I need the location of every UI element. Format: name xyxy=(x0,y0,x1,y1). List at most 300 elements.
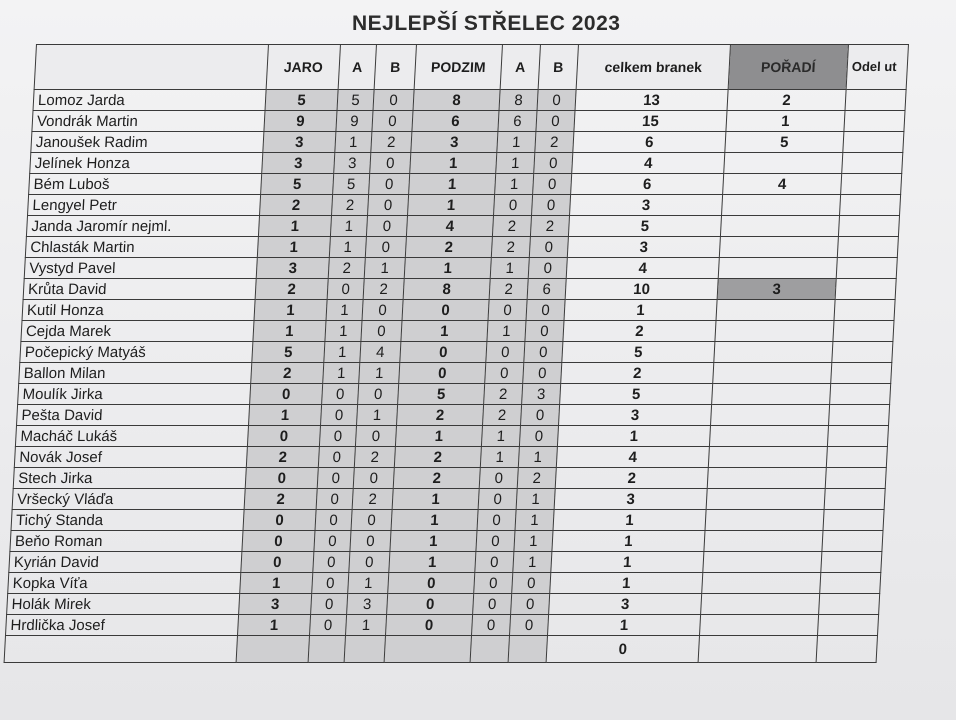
cell-jaro: 2 xyxy=(251,363,324,384)
cell-jaro-a: 2 xyxy=(332,195,369,216)
cell-podzim: 0 xyxy=(387,594,474,615)
cell-podzim: 1 xyxy=(409,174,496,195)
cell-podzim: 1 xyxy=(408,195,495,216)
cell-poradi xyxy=(714,342,833,363)
cell-jaro-a: 0 xyxy=(313,552,350,573)
cell-jaro: 2 xyxy=(246,447,319,468)
cell-poradi xyxy=(701,594,820,615)
cell-jaro-a: 9 xyxy=(336,111,373,132)
cell-celkem: 3 xyxy=(549,594,702,615)
cell-jaro-b: 0 xyxy=(370,153,411,174)
cell-jaro-a: 3 xyxy=(334,153,371,174)
header-podzim: PODZIM xyxy=(414,45,502,90)
table-row xyxy=(18,384,891,405)
cell-jaro: 1 xyxy=(257,237,330,258)
cell-poradi: 3 xyxy=(717,279,836,300)
cell-jaro: 5 xyxy=(265,90,338,111)
table-row xyxy=(12,489,885,510)
cell-odel xyxy=(844,111,905,132)
cell-name: Počepický Matyáš xyxy=(20,342,253,363)
cell-podzim-b: 0 xyxy=(536,111,575,132)
header-odel: Odel ut xyxy=(846,45,908,90)
cell-podzim: 2 xyxy=(394,447,481,468)
cell-odel xyxy=(833,321,894,342)
cell-odel xyxy=(829,405,890,426)
table-row xyxy=(17,405,890,426)
cell-odel xyxy=(834,300,895,321)
header-poradi: POŘADÍ xyxy=(728,45,848,90)
cell-jaro-a: 1 xyxy=(330,216,367,237)
cell-name: Kyrián David xyxy=(9,552,242,573)
cell-name: Macháč Lukáš xyxy=(15,426,248,447)
cell-poradi xyxy=(718,258,837,279)
table-row xyxy=(8,573,881,594)
cell-jaro-a: 1 xyxy=(335,132,372,153)
cell-jaro-a: 1 xyxy=(324,342,361,363)
cell-odel xyxy=(836,258,897,279)
table-row xyxy=(9,552,882,573)
table-row xyxy=(21,321,894,342)
cell-jaro: 3 xyxy=(256,258,329,279)
cell-podzim: 1 xyxy=(389,552,476,573)
cell-odel xyxy=(830,384,891,405)
cell-podzim: 1 xyxy=(392,489,479,510)
cell-podzim: 1 xyxy=(395,426,482,447)
cell-podzim-b: 0 xyxy=(537,90,576,111)
cell-jaro-a: 1 xyxy=(325,321,362,342)
cell-odel xyxy=(843,132,904,153)
cell-podzim-a: 0 xyxy=(474,573,513,594)
cell-podzim-b: 0 xyxy=(528,258,567,279)
cell-jaro-b: 0 xyxy=(366,216,407,237)
cell-podzim-a: 0 xyxy=(476,531,515,552)
cell-jaro-b: 3 xyxy=(347,594,388,615)
cell-name: Moulík Jirka xyxy=(18,384,251,405)
table-row xyxy=(10,531,883,552)
cell-celkem: 2 xyxy=(555,468,708,489)
cell-podzim: 1 xyxy=(391,510,478,531)
cell-celkem: 4 xyxy=(566,258,719,279)
cell-podzim: 0 xyxy=(402,300,489,321)
cell-poradi xyxy=(707,468,826,489)
cell-podzim-b: 0 xyxy=(526,300,565,321)
cell-name: Lomoz Jarda xyxy=(33,90,266,111)
cell-jaro xyxy=(236,636,309,663)
cell-poradi xyxy=(715,321,834,342)
cell-podzim-a: 0 xyxy=(485,363,524,384)
cell-poradi xyxy=(712,384,831,405)
cell-jaro-b: 0 xyxy=(361,321,402,342)
cell-podzim-b: 0 xyxy=(510,615,549,636)
cell-jaro-b: 0 xyxy=(353,468,394,489)
cell-podzim: 1 xyxy=(401,321,488,342)
header-name xyxy=(34,45,268,90)
cell-poradi: 4 xyxy=(723,174,842,195)
cell-name: Holák Mirek xyxy=(7,594,240,615)
cell-poradi xyxy=(713,363,832,384)
cell-podzim-a: 1 xyxy=(496,153,535,174)
cell-jaro-b: 0 xyxy=(358,384,399,405)
cell-podzim-b xyxy=(508,636,547,663)
cell-podzim-b: 0 xyxy=(533,174,572,195)
cell-jaro-b: 1 xyxy=(359,363,400,384)
cell-jaro-a: 0 xyxy=(315,510,352,531)
cell-jaro: 5 xyxy=(252,342,325,363)
cell-jaro-a: 0 xyxy=(317,468,354,489)
cell-jaro-b: 2 xyxy=(354,447,395,468)
table-row xyxy=(32,111,905,132)
cell-jaro-a: 0 xyxy=(311,594,348,615)
cell-jaro-b: 0 xyxy=(351,510,392,531)
cell-jaro: 1 xyxy=(240,573,313,594)
cell-poradi xyxy=(700,615,819,636)
cell-jaro-a: 0 xyxy=(318,447,355,468)
cell-jaro: 1 xyxy=(249,405,322,426)
cell-podzim-b: 2 xyxy=(535,132,574,153)
cell-odel xyxy=(825,468,886,489)
cell-name: Kutil Honza xyxy=(22,300,255,321)
cell-podzim-a: 0 xyxy=(478,489,517,510)
cell-odel xyxy=(840,195,901,216)
cell-celkem: 6 xyxy=(573,132,726,153)
cell-jaro-a: 1 xyxy=(326,300,363,321)
cell-podzim-a: 2 xyxy=(484,384,523,405)
cell-jaro: 1 xyxy=(238,615,311,636)
cell-poradi: 2 xyxy=(727,90,846,111)
cell-podzim-a: 0 xyxy=(473,594,512,615)
cell-name: Tichý Standa xyxy=(11,510,244,531)
cell-odel xyxy=(832,342,893,363)
cell-name: Jelínek Honza xyxy=(30,153,263,174)
cell-podzim-b: 1 xyxy=(515,510,554,531)
cell-jaro-b: 1 xyxy=(346,615,387,636)
table-row xyxy=(4,636,877,663)
cell-celkem: 2 xyxy=(563,321,716,342)
cell-podzim: 0 xyxy=(400,342,487,363)
cell-jaro-b: 0 xyxy=(349,552,390,573)
cell-podzim-a: 2 xyxy=(492,216,531,237)
cell-name: Janda Jaromír nejml. xyxy=(26,216,259,237)
cell-poradi xyxy=(708,447,827,468)
cell-poradi xyxy=(716,300,835,321)
cell-jaro: 3 xyxy=(262,153,335,174)
cell-poradi xyxy=(709,426,828,447)
cell-podzim: 2 xyxy=(405,237,492,258)
cell-jaro: 0 xyxy=(243,510,316,531)
cell-name: Cejda Marek xyxy=(21,321,254,342)
cell-odel xyxy=(821,552,882,573)
cell-podzim-b: 3 xyxy=(522,384,561,405)
cell-jaro-a: 0 xyxy=(310,615,347,636)
cell-celkem: 1 xyxy=(553,510,706,531)
cell-celkem: 3 xyxy=(570,195,723,216)
cell-jaro-b: 0 xyxy=(365,237,406,258)
cell-podzim-b: 0 xyxy=(529,237,568,258)
cell-jaro: 1 xyxy=(258,216,331,237)
cell-poradi xyxy=(703,552,822,573)
cell-podzim-b: 2 xyxy=(530,216,569,237)
table-row xyxy=(30,153,903,174)
cell-jaro-a: 0 xyxy=(327,279,364,300)
cell-podzim-b: 0 xyxy=(521,405,560,426)
cell-jaro-b: 1 xyxy=(364,258,405,279)
cell-celkem: 5 xyxy=(568,216,721,237)
cell-name: Kopka Víťa xyxy=(8,573,241,594)
cell-podzim-a: 0 xyxy=(472,615,511,636)
cell-podzim-b: 1 xyxy=(513,552,552,573)
cell-jaro-b: 0 xyxy=(355,426,396,447)
table-row xyxy=(29,174,902,195)
header-row xyxy=(34,45,908,90)
cell-jaro-b: 2 xyxy=(371,132,412,153)
cell-celkem: 15 xyxy=(574,111,727,132)
cell-podzim: 0 xyxy=(386,615,473,636)
cell-podzim-b: 2 xyxy=(517,468,556,489)
cell-podzim-a: 1 xyxy=(480,447,519,468)
cell-jaro: 0 xyxy=(242,531,315,552)
cell-celkem: 5 xyxy=(562,342,715,363)
cell-jaro: 0 xyxy=(250,384,323,405)
cell-celkem: 5 xyxy=(560,384,713,405)
cell-podzim-a: 0 xyxy=(494,195,533,216)
cell-podzim-a xyxy=(470,636,509,663)
cell-odel xyxy=(837,237,898,258)
cell-celkem: 4 xyxy=(572,153,725,174)
cell-jaro-a: 2 xyxy=(328,258,365,279)
cell-name: Pešta David xyxy=(17,405,250,426)
cell-celkem: 3 xyxy=(559,405,712,426)
cell-jaro: 3 xyxy=(263,132,336,153)
cell-jaro: 0 xyxy=(241,552,314,573)
table-row xyxy=(14,447,887,468)
cell-odel xyxy=(823,510,884,531)
cell-jaro-b: 0 xyxy=(373,90,414,111)
cell-name xyxy=(4,636,237,663)
cell-podzim: 1 xyxy=(410,153,497,174)
table-row xyxy=(6,615,879,636)
table-row xyxy=(33,90,906,111)
cell-poradi xyxy=(698,636,817,663)
cell-odel xyxy=(845,90,906,111)
cell-poradi: 5 xyxy=(725,132,844,153)
cell-jaro-b: 0 xyxy=(368,195,409,216)
cell-poradi xyxy=(704,531,823,552)
cell-name: Novák Josef xyxy=(14,447,247,468)
cell-podzim-a: 2 xyxy=(483,405,522,426)
cell-celkem: 1 xyxy=(552,531,705,552)
cell-celkem: 13 xyxy=(575,90,728,111)
cell-jaro-b: 0 xyxy=(350,531,391,552)
cell-jaro: 9 xyxy=(264,111,337,132)
cell-jaro-a: 0 xyxy=(321,405,358,426)
cell-podzim: 0 xyxy=(399,363,486,384)
cell-poradi xyxy=(719,237,838,258)
header-podzim-b: B xyxy=(538,45,578,90)
cell-podzim: 2 xyxy=(393,468,480,489)
header-podzim-a: A xyxy=(500,45,540,90)
cell-podzim-a: 2 xyxy=(491,237,530,258)
cell-celkem: 1 xyxy=(548,615,701,636)
cell-name: Chlasták Martin xyxy=(25,237,258,258)
cell-poradi xyxy=(705,510,824,531)
cell-celkem: 3 xyxy=(567,237,720,258)
cell-jaro-a xyxy=(308,636,345,663)
cell-podzim-b: 1 xyxy=(514,531,553,552)
cell-poradi: 1 xyxy=(726,111,845,132)
table-row xyxy=(15,426,888,447)
cell-name: Ballon Milan xyxy=(19,363,252,384)
cell-podzim-a: 0 xyxy=(486,342,525,363)
cell-podzim-b: 0 xyxy=(525,321,564,342)
cell-poradi xyxy=(722,195,841,216)
cell-odel xyxy=(838,216,899,237)
cell-podzim: 0 xyxy=(388,573,475,594)
cell-jaro-b: 4 xyxy=(360,342,401,363)
cell-podzim: 1 xyxy=(404,258,491,279)
cell-odel xyxy=(827,426,888,447)
cell-jaro: 1 xyxy=(253,321,326,342)
cell-podzim: 3 xyxy=(411,132,498,153)
cell-jaro: 1 xyxy=(254,300,327,321)
cell-podzim: 8 xyxy=(403,279,490,300)
table-row xyxy=(7,594,880,615)
cell-podzim: 2 xyxy=(397,405,484,426)
cell-odel xyxy=(822,531,883,552)
cell-poradi xyxy=(706,489,825,510)
cell-jaro: 0 xyxy=(247,426,320,447)
cell-podzim: 5 xyxy=(398,384,485,405)
cell-name: Bém Luboš xyxy=(29,174,262,195)
cell-odel xyxy=(816,636,877,663)
cell-jaro-a: 1 xyxy=(323,363,360,384)
cell-celkem: 0 xyxy=(546,636,699,663)
table-row xyxy=(20,342,893,363)
cell-jaro-b: 0 xyxy=(362,300,403,321)
cell-jaro: 5 xyxy=(261,174,334,195)
cell-odel xyxy=(835,279,896,300)
cell-jaro-b: 0 xyxy=(372,111,413,132)
cell-name: Hrdlička Josef xyxy=(6,615,239,636)
header-jaro: JARO xyxy=(266,45,340,90)
table-row xyxy=(13,468,886,489)
header-jaro-b: B xyxy=(374,45,416,90)
cell-celkem: 6 xyxy=(571,174,724,195)
table-row xyxy=(31,132,904,153)
cell-jaro-b: 1 xyxy=(357,405,398,426)
cell-podzim-a: 1 xyxy=(487,321,526,342)
cell-podzim-a: 0 xyxy=(488,300,527,321)
sheet-title: NEJLEPŠÍ STŘELEC 2023 xyxy=(352,12,621,35)
cell-celkem: 1 xyxy=(551,552,704,573)
cell-odel xyxy=(820,573,881,594)
cell-podzim-b: 1 xyxy=(516,489,555,510)
cell-jaro-a: 0 xyxy=(312,573,349,594)
cell-celkem: 1 xyxy=(564,300,717,321)
header-celkem: celkem branek xyxy=(576,45,730,90)
cell-podzim: 6 xyxy=(412,111,499,132)
cell-jaro-b: 2 xyxy=(352,489,393,510)
cell-poradi xyxy=(724,153,843,174)
table-row xyxy=(19,363,892,384)
cell-name: Stech Jirka xyxy=(13,468,246,489)
cell-odel xyxy=(824,489,885,510)
cell-podzim-b: 0 xyxy=(512,573,551,594)
cell-celkem: 2 xyxy=(561,363,714,384)
table-row xyxy=(28,195,901,216)
cell-jaro-b xyxy=(344,636,385,663)
cell-podzim-b: 0 xyxy=(532,195,571,216)
cell-jaro-b: 1 xyxy=(348,573,389,594)
header-jaro-a: A xyxy=(338,45,376,90)
scorer-table xyxy=(4,44,909,663)
cell-podzim-a: 1 xyxy=(490,258,529,279)
table-row xyxy=(26,216,899,237)
cell-podzim-b: 0 xyxy=(534,153,573,174)
cell-jaro-a: 0 xyxy=(314,531,351,552)
cell-jaro-a: 0 xyxy=(319,426,356,447)
cell-poradi xyxy=(702,573,821,594)
cell-jaro-b: 2 xyxy=(363,279,404,300)
cell-podzim: 1 xyxy=(390,531,477,552)
cell-celkem: 1 xyxy=(557,426,710,447)
cell-name: Krůta David xyxy=(23,279,256,300)
cell-podzim-a: 0 xyxy=(475,552,514,573)
cell-podzim-b: 6 xyxy=(527,279,566,300)
table-row xyxy=(25,237,898,258)
cell-celkem: 3 xyxy=(554,489,707,510)
cell-podzim-b: 1 xyxy=(518,447,557,468)
cell-odel xyxy=(842,153,903,174)
cell-podzim-b: 0 xyxy=(524,342,563,363)
cell-poradi xyxy=(711,405,830,426)
cell-podzim-b: 0 xyxy=(523,363,562,384)
cell-name: Janoušek Radim xyxy=(31,132,264,153)
cell-odel xyxy=(826,447,887,468)
cell-jaro-a: 5 xyxy=(333,174,370,195)
cell-name: Lengyel Petr xyxy=(28,195,261,216)
cell-podzim-a: 0 xyxy=(479,468,518,489)
cell-jaro: 2 xyxy=(255,279,328,300)
cell-celkem: 1 xyxy=(550,573,703,594)
cell-jaro-a: 0 xyxy=(322,384,359,405)
cell-odel xyxy=(818,615,879,636)
cell-podzim-a: 2 xyxy=(489,279,528,300)
table-row xyxy=(23,279,896,300)
cell-podzim-a: 0 xyxy=(477,510,516,531)
cell-podzim-a: 8 xyxy=(499,90,538,111)
cell-podzim-b: 0 xyxy=(511,594,550,615)
cell-name: Vondrák Martin xyxy=(32,111,265,132)
table-row xyxy=(11,510,884,531)
table-body xyxy=(4,90,906,663)
cell-odel xyxy=(841,174,902,195)
table-row xyxy=(22,300,895,321)
cell-jaro: 2 xyxy=(260,195,333,216)
cell-jaro-a: 5 xyxy=(337,90,374,111)
cell-odel xyxy=(819,594,880,615)
cell-podzim-a: 1 xyxy=(495,174,534,195)
cell-jaro: 3 xyxy=(239,594,312,615)
cell-jaro-b: 0 xyxy=(369,174,410,195)
cell-celkem: 10 xyxy=(565,279,718,300)
cell-podzim-b: 0 xyxy=(519,426,558,447)
cell-podzim: 8 xyxy=(413,90,500,111)
cell-jaro: 2 xyxy=(244,489,317,510)
cell-name: Vystyd Pavel xyxy=(24,258,257,279)
table-row xyxy=(24,258,897,279)
cell-podzim: 4 xyxy=(406,216,493,237)
cell-odel xyxy=(831,363,892,384)
